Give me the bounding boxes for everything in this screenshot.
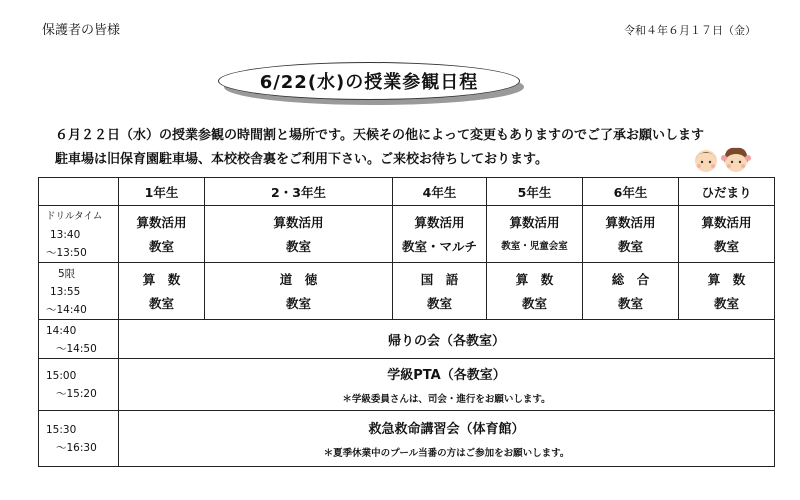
merged-cell (119, 359, 775, 411)
column-header-grade-1: 1年生 (119, 178, 205, 206)
period-label: ドリルタイム (46, 211, 103, 222)
column-header-grade-2-3: 2・3年生 (205, 178, 393, 206)
table-row (39, 411, 775, 467)
schedule-cell (119, 206, 205, 263)
start-time: 15:30 (46, 424, 77, 436)
subject: 国 語 (420, 272, 459, 287)
schedule-cell (487, 263, 583, 320)
location: 教室 (285, 296, 311, 311)
start-time: 13:40 (50, 229, 81, 241)
time-cell (39, 411, 119, 467)
schedule-cell (205, 206, 393, 263)
location: 教室 (285, 239, 311, 254)
schedule-cell (393, 206, 487, 263)
subject: 算数活用 (136, 215, 187, 230)
schedule-cell (205, 263, 393, 320)
schedule-cell (119, 263, 205, 320)
subject: 算 数 (707, 272, 746, 287)
title-banner (218, 62, 528, 106)
schedule-cell (583, 263, 679, 320)
end-time: ～15:20 (56, 388, 97, 400)
schedule-table (38, 177, 775, 467)
start-time: 14:40 (46, 325, 77, 337)
event-title: 学級PTA（各教室） (387, 368, 506, 383)
event-note: ＊夏季休業中のプール当番の方はご参加をお願いします。 (323, 448, 570, 459)
merged-cell (119, 411, 775, 467)
column-header-hidamari: ひだまり (679, 178, 775, 206)
time-cell (39, 320, 119, 359)
column-header-empty (39, 178, 119, 206)
location: 教室 (426, 296, 452, 311)
event-title: 救急救命講習会（体育館） (368, 422, 525, 437)
table-row (39, 206, 775, 263)
schedule-cell (393, 263, 487, 320)
location: 教室 (617, 296, 643, 311)
subject: 総 合 (611, 272, 650, 287)
table-row (39, 359, 775, 411)
location: 教室 (713, 239, 739, 254)
intro-line: ６月２２日（水）の授業参観の時間割と場所です。天候その他によって変更もありますのでご了承お願いします (55, 128, 704, 143)
schedule-cell (487, 206, 583, 263)
end-time: ～14:40 (46, 304, 87, 316)
subject: 算数活用 (605, 215, 656, 230)
merged-cell (119, 320, 775, 359)
location: 教室・児童会室 (501, 241, 568, 252)
title-oval (218, 62, 520, 100)
location: 教室 (521, 296, 547, 311)
column-header-grade-5: 5年生 (487, 178, 583, 206)
table-row (39, 263, 775, 320)
end-time: ～14:50 (56, 343, 97, 355)
column-header-grade-4: 4年生 (393, 178, 487, 206)
start-time: 13:55 (50, 286, 81, 298)
page-title: 6/22(水)の授業参観日程 (259, 72, 479, 93)
location: 教室 (617, 239, 643, 254)
time-cell (39, 263, 119, 320)
location: 教室 (148, 296, 174, 311)
intro-text (55, 124, 775, 172)
subject: 算数活用 (414, 215, 465, 230)
schedule-cell (583, 206, 679, 263)
event-note: ＊学級委員さんは、司会・進行をお願いします。 (342, 394, 551, 405)
start-time: 15:00 (46, 370, 77, 382)
column-header-grade-6: 6年生 (583, 178, 679, 206)
location: 教室・マルチ (401, 239, 477, 254)
time-cell (39, 206, 119, 263)
document-date: 令和４年６月１７日（金） (624, 24, 756, 37)
two-children-icon (688, 143, 758, 177)
end-time: ～13:50 (46, 247, 87, 259)
schedule-cell (679, 263, 775, 320)
period-label: 5限 (58, 268, 76, 280)
subject: 算数活用 (509, 215, 560, 230)
event-title: 帰りの会（各教室） (387, 333, 505, 349)
subject: 算数活用 (701, 215, 752, 230)
intro-line: 駐車場は旧保育園駐車場、本校校舎裏をご利用下さい。ご来校お待ちしております。 (55, 152, 548, 167)
end-time: ～16:30 (56, 442, 97, 454)
time-cell (39, 359, 119, 411)
table-header-row (39, 178, 775, 206)
location: 教室 (713, 296, 739, 311)
table-row (39, 320, 775, 359)
recipient-label: 保護者の皆様 (42, 23, 121, 38)
subject: 算 数 (142, 272, 181, 287)
location: 教室 (148, 239, 174, 254)
schedule-cell (679, 206, 775, 263)
subject: 道 徳 (279, 272, 318, 287)
subject: 算数活用 (273, 215, 324, 230)
subject: 算 数 (515, 272, 554, 287)
